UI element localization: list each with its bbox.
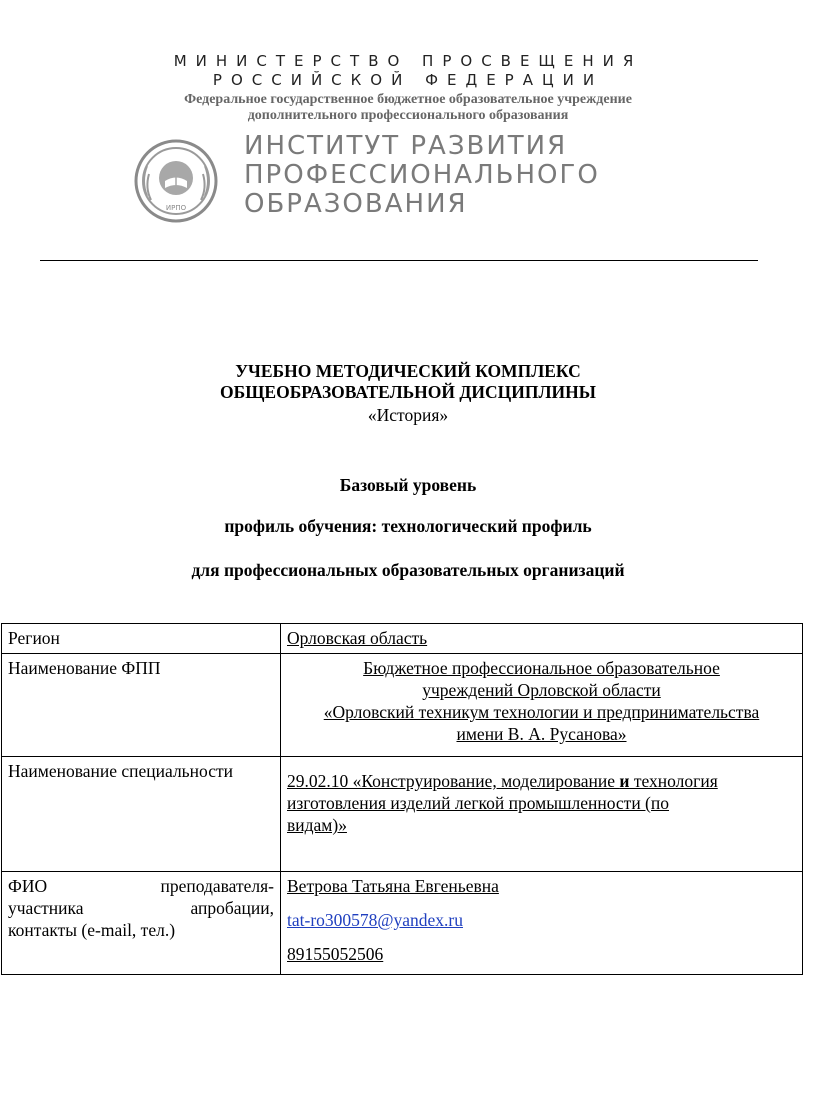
institute-line-3: ОБРАЗОВАНИЯ [244, 189, 468, 219]
spec-line-1 [287, 770, 796, 792]
spec-line-2: изготовления изделий легкой промышленности (по [287, 793, 670, 813]
teacher-label [2, 872, 281, 975]
spec-line-3: видам)» [287, 815, 347, 835]
teacher-label-line-2: участника апробации, [8, 898, 274, 918]
info-table [1, 623, 803, 975]
region-value [281, 624, 803, 654]
spec-value [281, 757, 803, 872]
org-line-3: «Орловский техникум технологии и предпринимательства [323, 702, 760, 722]
logo-caption: ИРПО [165, 204, 187, 212]
table-row [2, 624, 803, 654]
fgbu-line-1: Федеральное государственное бюджетное образовательное учреждение [184, 92, 632, 107]
ministry-line-2: РОССИЙСКОЙ ФЕДЕРАЦИИ [212, 71, 604, 89]
org-label: Наименование ФПП [2, 654, 281, 757]
fgbu-line-2: дополнительного профессионального образования [247, 108, 569, 123]
teacher-label-line-1: ФИО преподавателя- [8, 876, 274, 896]
org-line-4: имени В. А. Русанова» [456, 724, 627, 744]
spec-part-2: технология [629, 771, 718, 791]
teacher-name: Ветрова Татьяна Евгеньевна [287, 876, 499, 896]
title-line-1: УЧЕБНО МЕТОДИЧЕСКИЙ КОМПЛЕКС [235, 361, 581, 381]
teacher-email-link[interactable]: tat-ro300578@yandex.ru [287, 910, 463, 930]
ministry-line-1: МИНИСТЕРСТВО ПРОСВЕЩЕНИЯ [173, 52, 643, 70]
audience-heading: для профессиональных образовательных организаций [191, 560, 625, 580]
teacher-value [281, 872, 803, 975]
org-line-2: учреждений Орловской области [422, 680, 661, 700]
title-line-2: ОБЩЕОБРАЗОВАТЕЛЬНОЙ ДИСЦИПЛИНЫ [220, 382, 596, 402]
org-line-1: Бюджетное профессиональное образовательное [363, 658, 720, 678]
table-row [2, 757, 803, 872]
header-divider [40, 260, 758, 261]
institute-logo-icon [133, 138, 219, 224]
table-row [2, 872, 803, 975]
org-value [281, 654, 803, 757]
institute-line-2: ПРОФЕССИОНАЛЬНОГО [244, 160, 600, 190]
table-row [2, 654, 803, 757]
institute-line-1: ИНСТИТУТ РАЗВИТИЯ [244, 131, 568, 161]
region-label: Регион [2, 624, 281, 654]
region-value-text: Орловская область [287, 628, 428, 648]
spec-bold: и [619, 771, 630, 791]
teacher-phone: 89155052506 [287, 944, 384, 964]
spec-label: Наименование специальности [2, 757, 281, 872]
level-heading: Базовый уровень [339, 475, 477, 495]
discipline-name: «История» [367, 405, 449, 425]
teacher-label-line-3: контакты (e-mail, тел.) [8, 920, 176, 940]
profile-heading: профиль обучения: технологический профиль [224, 516, 592, 536]
spec-part-1: 29.02.10 «Конструирование, моделирование [287, 771, 620, 791]
